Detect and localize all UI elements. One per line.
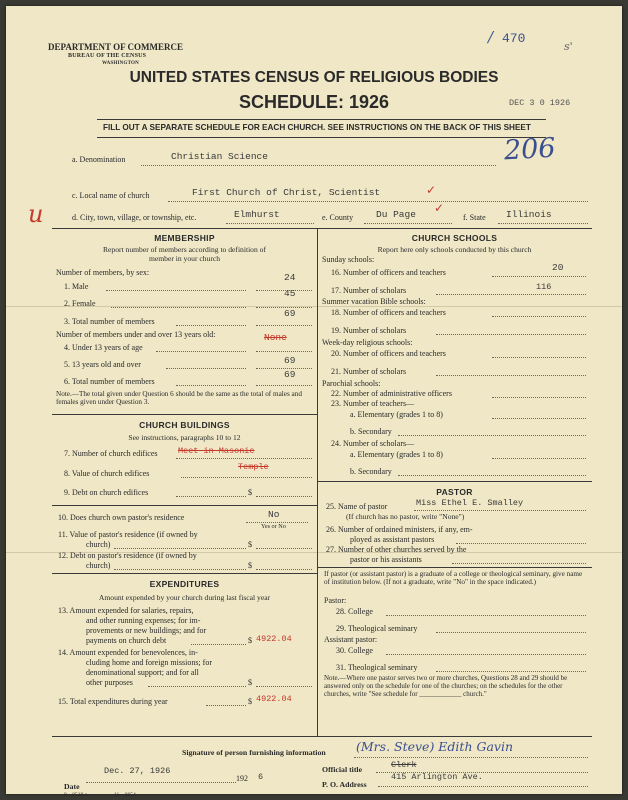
- q5-value: 69: [284, 355, 296, 366]
- expenditures-heading: EXPENDITURES: [149, 579, 220, 589]
- q26-label-cont: ployed as assistant pastors: [350, 535, 435, 544]
- county-value: Du Page: [376, 209, 416, 220]
- q25-note: (If church has no pastor, write "None"): [346, 512, 465, 521]
- q24b-label: b. Secondary: [350, 467, 392, 476]
- pastor-heading: PASTOR: [436, 487, 473, 497]
- official-title-value: Clerk: [391, 760, 417, 770]
- q12-label: 12. Debt on pastor's residence (if owned by: [58, 551, 197, 560]
- state-value: Illinois: [506, 209, 552, 220]
- q22-label: 22. Number of administrative officers: [331, 389, 452, 398]
- q8-label: 8. Value of church edifices: [64, 469, 150, 478]
- q28-label: 28. College: [336, 607, 373, 616]
- q29-label: 29. Theological seminary: [336, 624, 418, 633]
- date-received-stamp: DEC 3 0 1926: [509, 98, 571, 108]
- summer-label: Summer vacation Bible schools:: [322, 297, 426, 306]
- schools-subheading: Report here only schools conducted by this church: [377, 245, 532, 254]
- handwritten-slash-mark: /: [488, 28, 494, 46]
- q7-label: 7. Number of church edifices: [64, 449, 158, 458]
- yes-no-caption: Yes or No: [261, 523, 286, 530]
- q14-label-cont: other purposes: [86, 678, 133, 687]
- q10-label: 10. Does church own pastor's residence: [58, 513, 185, 522]
- graduate-instruction: If pastor (or assistant pastor) is a graduate of a college or theological seminary, give name of institution below. (If not a graduate, write "No" in the space indicated.): [324, 570, 583, 587]
- dollar-sign: $: [248, 561, 252, 570]
- q19-label: 19. Number of scholars: [331, 326, 407, 335]
- q25-value: Miss Ethel E. Smalley: [416, 498, 524, 508]
- by-sex-label: Number of members, by sex:: [56, 268, 150, 277]
- q2-label: 2. Female: [64, 299, 96, 308]
- local-name-label: c. Local name of church: [72, 191, 150, 200]
- q2-value: 45: [284, 288, 296, 299]
- city-value: Elmhurst: [234, 209, 280, 220]
- q30-label: 30. College: [336, 646, 373, 655]
- q16-label: 16. Number of officers and teachers: [331, 268, 446, 277]
- q18-label: 18. Number of officers and teachers: [331, 308, 446, 317]
- q24a-label: a. Elementary (grades 1 to 8): [350, 450, 443, 459]
- q11-label: 11. Value of pastor's residence (if owned by: [58, 530, 198, 539]
- instruction-banner: FILL OUT A SEPARATE SCHEDULE FOR EACH CHURCH. SEE INSTRUCTIONS ON THE BACK OF THIS SHEET: [103, 123, 531, 132]
- stamp-number: 470: [502, 31, 526, 46]
- local-name-value: First Church of Christ, Scientist: [192, 187, 381, 198]
- po-address-value: 415 Arlington Ave.: [391, 772, 483, 782]
- dollar-sign: $: [248, 540, 252, 549]
- corner-pencil-mark: s': [564, 40, 573, 53]
- signature-label: Signature of person furnishing information: [182, 748, 326, 757]
- print-number: 11—0654: [114, 792, 136, 798]
- dollar-sign: $: [248, 678, 252, 687]
- q6-label: 6. Total number of members: [64, 377, 155, 386]
- city-label: WASHINGTON: [102, 61, 139, 66]
- city-label: d. City, town, village, or township, etc.: [72, 213, 197, 222]
- pastor-note: Note.—Where one pastor serves two or more churches, Questions 28 and 29 should be answered only on the schedule for one of the churches; on the schedules for the other churches, write "See schedule for ____________ church.": [324, 674, 568, 698]
- membership-subheading: member in your church: [148, 254, 221, 263]
- q21-label: 21. Number of scholars: [331, 367, 407, 376]
- q15-label: 15. Total expenditures during year: [58, 697, 168, 706]
- q23-label: 23. Number of teachers—: [331, 399, 415, 408]
- membership-heading: MEMBERSHIP: [154, 233, 215, 243]
- official-title-label: Official title: [322, 765, 363, 774]
- q7-value: Meet in Masonic: [178, 446, 255, 456]
- q13-label-cont: provements or new buildings; and for: [86, 626, 207, 635]
- parochial-label: Parochial schools:: [322, 379, 381, 388]
- q4-label: 4. Under 13 years of age: [64, 343, 143, 352]
- q6-value: 69: [284, 369, 296, 380]
- q13-label: 13. Amount expended for salaries, repairs,: [58, 606, 194, 615]
- dollar-sign: $: [248, 697, 252, 706]
- date-value: Dec. 27, 1926: [104, 766, 171, 776]
- buildings-heading: CHURCH BUILDINGS: [139, 420, 230, 430]
- membership-note: Note.—The total given under Question 6 should be the same as the total of males and females given under Question 3.: [56, 390, 302, 407]
- pastor-subheading: Pastor:: [324, 596, 347, 605]
- q14-label-cont: denominational support; and for all: [86, 668, 199, 677]
- q13-value: 4922.04: [256, 634, 292, 644]
- q25-label: 25. Name of pastor: [326, 502, 388, 511]
- denomination-value: Christian Science: [171, 151, 268, 162]
- form-number: 8—8518 a: [64, 792, 88, 798]
- department-label: DEPARTMENT OF COMMERCE: [48, 42, 184, 52]
- q5-label: 5. 13 years old and over: [64, 360, 141, 369]
- expenditures-subheading: Amount expended by your church during last fiscal year: [98, 593, 271, 602]
- q14-label-cont: cluding home and foreign missions; for: [86, 658, 212, 667]
- assistant-subheading: Assistant pastor:: [324, 635, 378, 644]
- dollar-sign: $: [248, 636, 252, 645]
- date-year-prefix: 192: [236, 774, 248, 783]
- denomination-label: a. Denomination: [72, 155, 126, 164]
- q16-value: 20: [552, 262, 564, 273]
- county-label: e. County: [322, 213, 354, 222]
- q27-label: 27. Number of other churches served by the: [326, 545, 467, 554]
- form-title: UNITED STATES CENSUS OF RELIGIOUS BODIES: [129, 69, 499, 86]
- q3-value: 69: [284, 308, 296, 319]
- q15-value: 4922.04: [256, 694, 292, 704]
- date-year-digit: 6: [258, 772, 264, 782]
- q13-label-cont: payments on church debt: [86, 636, 167, 645]
- q23a-label: a. Elementary (grades 1 to 8): [350, 410, 443, 419]
- q20-label: 20. Number of officers and teachers: [331, 349, 446, 358]
- age-label: Number of members under and over 13 years old:: [56, 330, 216, 339]
- q4-value: None: [264, 332, 287, 343]
- buildings-subheading: See instructions, paragraphs 10 to 12: [128, 433, 241, 442]
- q24-label: 24. Number of scholars—: [331, 439, 415, 448]
- schedule-title: SCHEDULE: 1926: [238, 92, 390, 112]
- q17-label: 17. Number of scholars: [331, 286, 407, 295]
- q1-value: 24: [284, 272, 296, 283]
- q10-value: No: [268, 509, 280, 520]
- red-check-mark: ✓: [434, 201, 445, 215]
- q1-label: 1. Male: [64, 282, 89, 291]
- schools-heading: CHURCH SCHOOLS: [411, 233, 498, 243]
- date-label: Date: [64, 782, 80, 791]
- q17-value: 116: [536, 282, 552, 292]
- q26-label: 26. Number of ordained ministers, if any, em-: [326, 525, 473, 534]
- signature-value: (Mrs. Steve) Edith Gavin: [356, 739, 514, 754]
- po-address-label: P. O. Address: [322, 780, 367, 789]
- membership-subheading: Report number of members according to definition of: [102, 245, 266, 254]
- q3-label: 3. Total number of members: [64, 317, 155, 326]
- q8-value: Temple: [238, 462, 269, 472]
- q12-label-cont: church): [86, 561, 111, 570]
- handwritten-code: 206: [503, 132, 557, 167]
- q27-label-cont: pastor or his assistants: [350, 555, 422, 564]
- red-margin-mark: u: [28, 200, 44, 228]
- q9-label: 9. Debt on church edifices: [64, 488, 149, 497]
- q11-label-cont: church): [86, 540, 111, 549]
- bureau-label: BUREAU OF THE CENSUS: [68, 53, 147, 59]
- sunday-label: Sunday schools:: [322, 255, 375, 264]
- q31-label: 31. Theological seminary: [336, 663, 418, 672]
- q23b-label: b. Secondary: [350, 427, 392, 436]
- red-check-mark: ✓: [426, 183, 437, 197]
- weekday-label: Week-day religious schools:: [322, 338, 413, 347]
- q14-label: 14. Amount expended for benevolences, in-: [58, 648, 198, 657]
- census-schedule-document: [6, 6, 622, 798]
- state-label: f. State: [463, 213, 486, 222]
- dollar-sign: $: [248, 488, 252, 497]
- q13-label-cont: and other running expenses; for im-: [86, 616, 201, 625]
